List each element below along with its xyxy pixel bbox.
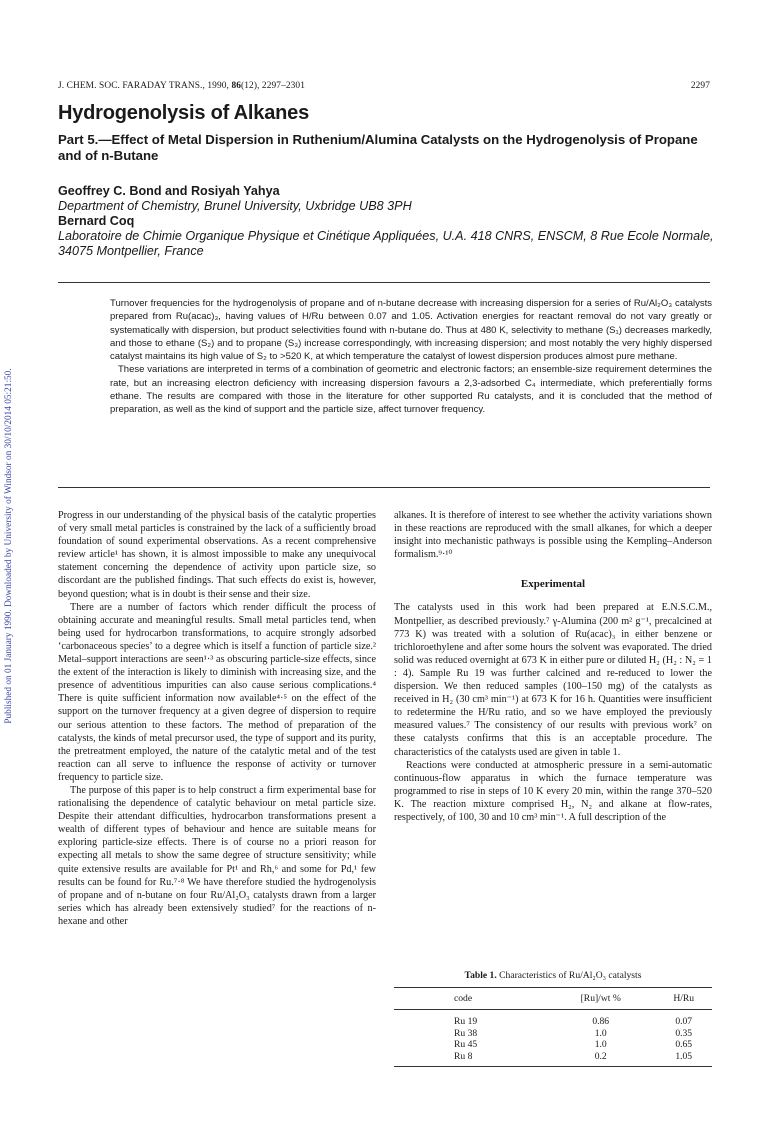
- cell-ru-wt: 1.0: [594, 1039, 607, 1050]
- left-column: [58, 509, 376, 928]
- author-names: Bernard Coq: [58, 214, 135, 228]
- table-caption: [394, 970, 712, 981]
- body-paragraph: Reactions were conducted at atmospheric pressure in a semi-automatic continuous-flow apparatus in which the furnace temperature was programmed to rise in steps of 10 K every 20 min, within the range 370–520 K. The reaction mixture comprised H₂, N₂ and alkane at flow-rates, respectively, of 100, 30 and 10 cm³ min⁻¹. A full description of the: [394, 759, 712, 823]
- body-paragraph: Progress in our understanding of the physical basis of the catalytic properties of very small metal particles is constrained by the lack of a sufficiently broad foundation of sound experimental observations. As a recent comprehensive review article¹ has shown, it is almost impossible to make any unequivocal statement concerning the dependence of activity upon particle size, so discordant are the published findings. That such effects do exist is, however, beyond question; what is in doubt is their sense and their size.: [58, 510, 376, 600]
- table-row: [394, 1051, 712, 1067]
- cell-ru-wt: 0.86: [592, 1016, 610, 1027]
- page-number: 2297: [690, 81, 710, 91]
- journal-volume: 86: [231, 81, 242, 91]
- table-1: [394, 970, 712, 1067]
- catalyst-table: [394, 987, 712, 1067]
- abstract-top-rule: [58, 282, 710, 283]
- body-paragraph: There are a number of factors which render difficult the process of obtaining accurate and meaningful results. Small metal particles tend, when being used for hydrocarbon transformations, to acquire strongly adsorbed ‘carbonaceous species’ to a degree which is itself a function of particle size.² Metal–support interactions are seen¹·³ as obscuring particle-size effects, since the extent of the interaction is likely to diminish with increasing size, and the presence of adventitious impurities can also cause serious complications.⁴ There is quite sufficient information now available⁴·⁵ on the effect of the support on the turnover frequency at a given degree of dispersion to require our serious attention to these factors. The method of preparation of the catalysts, the kinds of metal precursor used, the type of support and its purity, the pretreatment employed, the nature of the catalytic metal and of the test reaction can all serve to influence the response of activity or turnover frequency to particle size.: [58, 601, 376, 783]
- table-row: [394, 1028, 712, 1040]
- abstract-paragraph: Turnover frequencies for the hydrogenolysis of propane and of n-butane decrease with increasing dispersion for a series of Ru/Al₂O₃ catalysts prepared from Ru(acac)₃, having values of H/Ru between 0.07 and 1.05. Activation energies for reactant removal do not vary greatly or systematically with dispersion, but product selectivities found with n-butane do. Thus at 480 K, selectivity to methane (S₁) decreases markedly, and those to ethane (S₂) and to propane (S₃) increase correspondingly, with increasing dispersion; and most notably the very highly dispersed catalyst maintains its high value of S₂ to >520 K, at which temperature the catalyst of lowest dispersion produces almost pure methane.: [110, 298, 712, 363]
- body-paragraph: The purpose of this paper is to help construct a firm experimental base for rationalising the dependence of catalytic behaviour on metal particle size. Despite their attendant difficulties, hydrocarbon transformations present a wealth of different types of behaviour and hence are suitable means for exploring particle-size effects. There is of course no a priori reason for expecting all metals to show the same degree of structure sensitivity; while quite extensive results are available for Pt¹ and Rh,⁶ and some for Pd,¹ few results can be found for Ru.⁷·⁸ We have therefore studied the hydrogenolysis of propane and of n-butane on four Ru/Al₂O₃ catalysts drawn from a larger series which has already been extensively studied⁷ for the reactions of n-hexane and other: [58, 784, 376, 927]
- abstract-bottom-rule: [58, 487, 710, 488]
- section-heading-experimental: Experimental: [520, 578, 586, 591]
- journal-citation: [58, 81, 305, 91]
- cell-h-ru: 0.65: [675, 1039, 693, 1050]
- journal-issue-pages: (12), 2297–2301: [241, 81, 306, 91]
- table-caption-text: Characteristics of Ru/Al₂O₃ catalysts: [499, 970, 642, 981]
- author-names: Geoffrey C. Bond and Rosiyah Yahya: [58, 184, 280, 198]
- cell-code: Ru 8: [394, 1051, 546, 1067]
- journal-name: J. CHEM. SOC. FARADAY TRANS., 1990,: [58, 81, 232, 91]
- download-watermark: [2, 236, 16, 856]
- column-header-code: code: [394, 988, 546, 1010]
- download-watermark-text: Published on 01 January 1990. Downloaded by University of Windsor on 30/10/2014 05:21:50.: [4, 368, 14, 724]
- article-subtitle: Part 5.—Effect of Metal Dispersion in Ruthenium/Alumina Catalysts on the Hydrogenolysis of Propane and of n-Butane: [58, 132, 698, 163]
- column-header-h-ru: H/Ru: [655, 988, 712, 1010]
- author-affiliation: Laboratoire de Chimie Organique Physique et Cinétique Appliquées, U.A. 418 CNRS, ENSCM, 8 Rue Ecole Normale, 34075 Montpellier, France: [58, 229, 714, 258]
- table-label: Table 1.: [464, 970, 497, 981]
- article-title: Hydrogenolysis of Alkanes: [58, 102, 309, 124]
- cell-code: Ru 19: [454, 1016, 478, 1027]
- abstract-paragraph: These variations are interpreted in terms of a combination of geometric and electronic factors; an ensemble-size requirement determines the rate, but an increasing electron deficiency with increasing dispersion favours a 2,3-adsorbed C₄ intermediate, which preferentially forms ethane. The results are compared with those in the literature for other supported Ru catalysts, and it is concluded that the method of preparation, as well as the kind of support and the particle size, affect turnover frequency.: [110, 364, 712, 416]
- cell-code: Ru 38: [454, 1027, 478, 1039]
- table-row: [394, 1039, 712, 1051]
- table-header-row: [394, 988, 712, 1010]
- cell-h-ru: 1.05: [655, 1051, 712, 1067]
- table-row: [394, 1010, 712, 1028]
- cell-ru-wt: 0.2: [546, 1051, 655, 1067]
- abstract: [110, 297, 712, 417]
- cell-ru-wt: 1.0: [594, 1027, 607, 1039]
- column-header-ru-wt: [Ru]/wt %: [546, 988, 655, 1010]
- author-affiliation: Department of Chemistry, Brunel University, Uxbridge UB8 3PH: [58, 199, 412, 213]
- right-column: [394, 509, 712, 824]
- cell-h-ru: 0.07: [675, 1016, 693, 1027]
- cell-h-ru: 0.35: [675, 1027, 693, 1039]
- body-paragraph: The catalysts used in this work had been prepared at E.N.S.C.M., Montpellier, as described previously.⁷ γ-Alumina (200 m² g⁻¹, precalcined at 773 K) was treated with a solution of Ru(acac)₃ in either benzene or trichloroethylene and after some hours the solvent was evaporated. The dried solid was reduced overnight at 673 K in either pure or diluted H₂ (H₂ : N₂ = 1 : 4). Sample Ru 19 was further calcined and re-reduced to lower the dispersion. We then reduced samples (100–150 mg) of the catalysts as received in H₂ (30 cm³ min⁻¹) at 673 K for 16 h. Quantities were insufficient to redetermine the H/Ru ratio, and so we have employed the previously measured values.⁷ The consistency of our results with previous work⁷ on these catalysts confirms that this is an acceptable procedure. The characteristics of the catalysts used are given in table 1.: [394, 602, 712, 758]
- body-paragraph: alkanes. It is therefore of interest to see whether the activity variations shown in these reactions are reproduced with the small alkanes, for which a deeper insight into mechanistic pathways is possible using the Kempling–Anderson formalism.⁹·¹⁰: [394, 510, 712, 561]
- author-block: [58, 184, 728, 259]
- cell-code: Ru 45: [454, 1039, 478, 1050]
- running-header: [58, 81, 710, 95]
